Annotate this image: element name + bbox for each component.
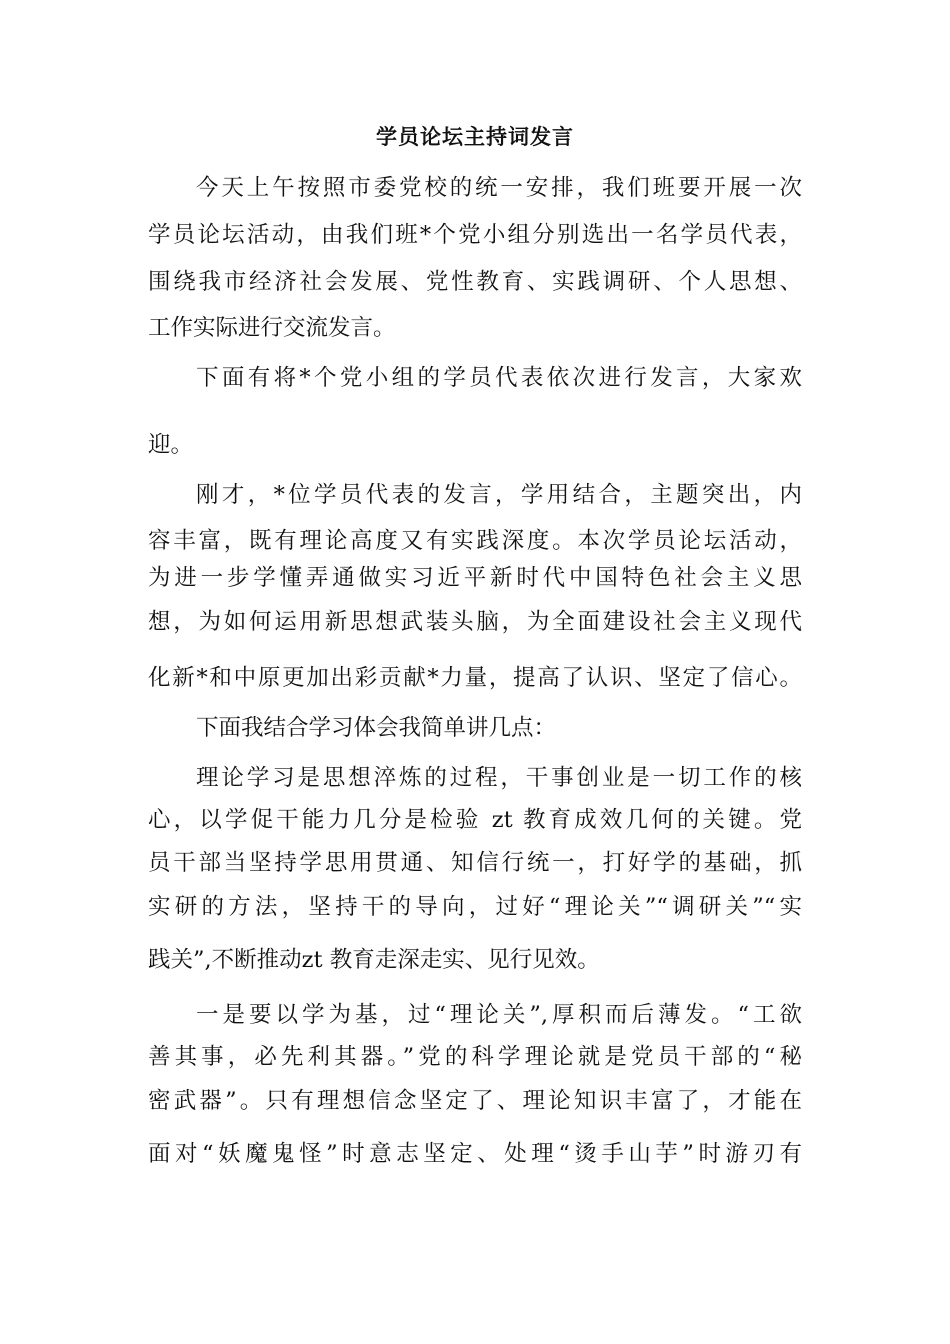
text-line: 学员论坛活动，由我们班*个党小组分别选出一名学员代表， xyxy=(148,222,802,248)
text-line: 想，为如何运用新思想武装头脑，为全面建设社会主义现代 xyxy=(148,609,802,635)
text-line: 善其事，必先利其器。”党的科学理论就是党员干部的“秘 xyxy=(148,1044,802,1070)
text-line: 践关”,不断推动zt 教育走深走实、见行见效。 xyxy=(148,947,600,973)
text-line: 围绕我市经济社会发展、党性教育、实践调研、个人思想、 xyxy=(148,269,802,295)
text-line: 容丰富，既有理论高度又有实践深度。本次学员论坛活动， xyxy=(148,528,802,554)
text-line: 理论学习是思想淬炼的过程，干事创业是一切工作的核 xyxy=(196,765,802,791)
text-line: 一是要以学为基，过“理论关”,厚积而后薄发。“工欲 xyxy=(196,1002,802,1028)
text-line: 今天上午按照市委党校的统一安排，我们班要开展一次 xyxy=(196,175,802,201)
text-line: 化新*和中原更加出彩贡献*力量，提高了认识、坚定了信心。 xyxy=(148,665,802,691)
text-line: 下面我结合学习体会我简单讲几点： xyxy=(196,715,557,741)
text-line: 密武器”。只有理想信念坚定了、理论知识丰富了，才能在 xyxy=(148,1088,802,1114)
text-line: 下面有将*个党小组的学员代表依次进行发言，大家欢 xyxy=(196,365,802,391)
text-line: 面对“妖魔鬼怪”时意志坚定、处理“烫手山芋”时游刃有 xyxy=(148,1141,802,1167)
text-line: 工作实际进行交流发言。 xyxy=(148,315,396,341)
text-line: 实研的方法，坚持干的导向，过好“理论关”“调研关”“实 xyxy=(148,894,802,920)
text-line: 迎。 xyxy=(148,432,194,458)
text-line: 刚才，*位学员代表的发言，学用结合，主题突出，内 xyxy=(196,482,802,508)
text-line: 心，以学促干能力几分是检验 zt 教育成效几何的关键。党 xyxy=(148,807,802,833)
text-line: 为进一步学懂弄通做实习近平新时代中国特色社会主义思 xyxy=(148,565,802,591)
page-title: 学员论坛主持词发言 xyxy=(376,125,574,149)
text-line: 员干部当坚持学思用贯通、知信行统一，打好学的基础，抓 xyxy=(148,850,802,876)
